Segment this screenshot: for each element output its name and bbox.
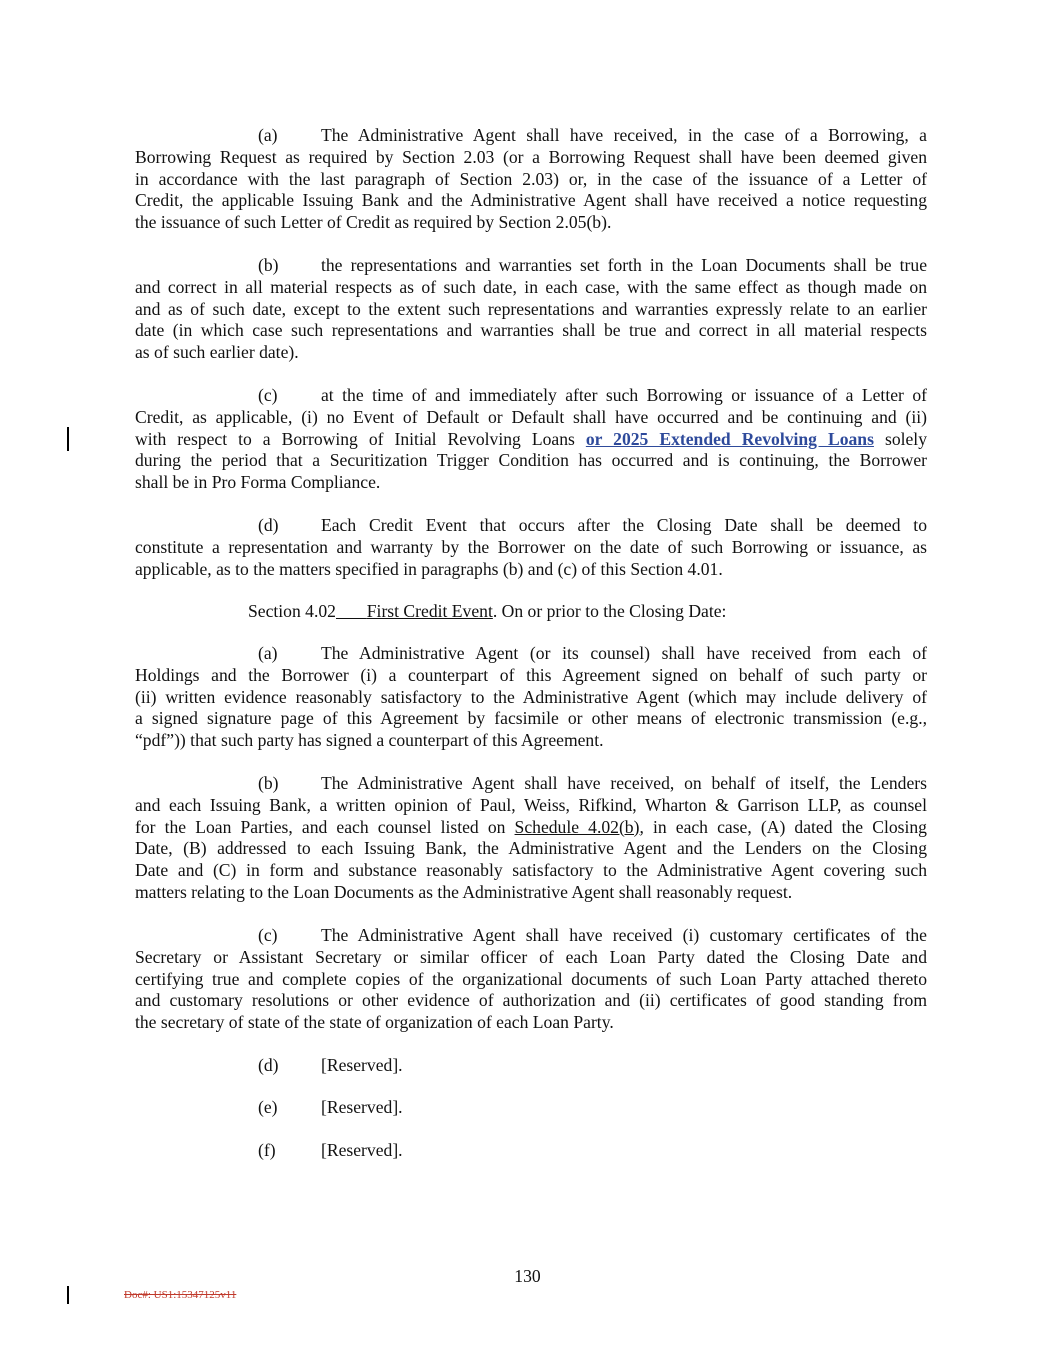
text-line: date (in which case such representations and warranties shall be true and correct in all material respects xyxy=(135,320,927,341)
text-line: (b) The Administrative Agent shall have received, on behalf of itself, the Lenders xyxy=(258,773,927,793)
inserted-text: or 2025 Extended Revolving Loans xyxy=(585,428,874,449)
section-4-02-heading xyxy=(135,601,927,623)
section-title-tab xyxy=(336,601,367,621)
page-number: 130 xyxy=(514,1266,541,1286)
paragraph-label: (b) xyxy=(258,255,279,275)
text-line: a signed signature page of this Agreement by facsimile or other means of electronic transmission (e.g., xyxy=(135,708,927,729)
text-line: (ii) written evidence reasonably satisfactory to the Administrative Agent (which may include delivery of xyxy=(135,686,927,707)
text-line: applicable, as to the matters specified in paragraphs (b) and (c) of this Section 4.01. xyxy=(135,558,723,579)
reserved-paragraph-e: (e) [Reserved]. xyxy=(258,1097,403,1117)
paragraph-label: (e) xyxy=(258,1097,278,1117)
text-line: Date and (C) in form and substance reasonably satisfactory to the Administrative Agent covering such xyxy=(135,860,927,881)
paragraph-label: (d) xyxy=(258,1055,279,1075)
text-line: Credit, the applicable Issuing Bank and the Administrative Agent shall have received a notice requesting xyxy=(135,190,927,211)
text-line: (c) at the time of and immediately after such Borrowing or issuance of a Letter of xyxy=(258,385,927,405)
text-line: (d) Each Credit Event that occurs after the Closing Date shall be deemed to xyxy=(258,515,927,535)
change-bar xyxy=(67,1286,69,1304)
text-line: during the period that a Securitization Trigger Condition has occurred and is continuing, the Borrower xyxy=(135,450,927,471)
text-line: Holdings and the Borrower (i) a counterpart of this Agreement signed on behalf of such party or xyxy=(135,664,927,685)
text-line: (c) The Administrative Agent shall have received (i) customary certificates of the xyxy=(258,925,927,945)
text-line: “pdf”)) that such party has signed a counterpart of this Agreement. xyxy=(135,730,604,751)
text-line: shall be in Pro Forma Compliance. xyxy=(135,472,381,493)
paragraph-label: (a) xyxy=(258,125,278,145)
text-line: with respect to a Borrowing of Initial Revolving Loans or 2025 Extended Revolving Loans solely xyxy=(135,428,927,449)
reserved-paragraph-f: (f) [Reserved]. xyxy=(258,1140,403,1160)
text-line: constitute a representation and warranty by the Borrower on the date of such Borrowing or issuance, as xyxy=(135,536,927,557)
text-line: Secretary or Assistant Secretary or similar officer of each Loan Party dated the Closing Date and xyxy=(135,946,927,967)
section-title: First Credit Event xyxy=(366,601,493,621)
section-4-01-paragraph-c xyxy=(135,385,927,494)
text-line: Credit, as applicable, (i) no Event of Default or Default shall have occurred and be continuing and (ii) xyxy=(135,406,927,427)
section-4-02-paragraph-a xyxy=(135,643,927,752)
document-id: Doc#: US1:15347125v11 xyxy=(124,1289,237,1301)
text-line: and each Issuing Bank, a written opinion of Paul, Weiss, Rifkind, Wharton & Garrison LLP, as counsel xyxy=(135,794,927,815)
reserved-paragraph-d: (d) [Reserved]. xyxy=(258,1055,403,1075)
text-line: (a) The Administrative Agent (or its counsel) shall have received from each of xyxy=(258,643,927,663)
paragraph-label: (b) xyxy=(258,773,279,793)
text-line: the issuance of such Letter of Credit as required by Section 2.05(b). xyxy=(135,212,612,233)
paragraph-label: (c) xyxy=(258,385,278,405)
paragraph-label: (f) xyxy=(258,1140,276,1160)
paragraph-label: (c) xyxy=(258,925,278,945)
text-line: for the Loan Parties, and each counsel listed on Schedule 4.02(b), in each case, (A) dated the Closing xyxy=(135,816,927,837)
text-line xyxy=(135,601,927,623)
text-line: and customary resolutions or other evidence of authorization and (ii) certificates of good standing from xyxy=(135,990,927,1011)
section-intro: . On or prior to the Closing Date: xyxy=(492,601,727,621)
text-line: and as of such date, except to the extent such representations and warranties expressly relate to an earlier xyxy=(135,298,927,319)
section-4-01-paragraph-a xyxy=(135,125,927,234)
text-line: (b) the representations and warranties set forth in the Loan Documents shall be true xyxy=(258,255,927,275)
section-number: Section 4.02 xyxy=(248,601,336,621)
text-line: in accordance with the last paragraph of Section 2.03) or, in the case of the issuance of a Letter of xyxy=(135,168,927,189)
section-4-01-paragraph-d xyxy=(135,515,927,580)
section-4-01-paragraph-b xyxy=(135,255,927,364)
text-line: Date, (B) addressed to each Issuing Bank, the Administrative Agent and the Lenders on the Closing xyxy=(135,838,927,859)
text-line: Borrowing Request as required by Section 2.03 (or a Borrowing Request shall have been deemed given xyxy=(135,146,927,167)
paragraph-label: (d) xyxy=(258,515,279,535)
change-bar xyxy=(67,427,69,451)
text-line: matters relating to the Loan Documents as the Administrative Agent shall reasonably request. xyxy=(135,881,793,902)
paragraph-label: (a) xyxy=(258,643,278,663)
section-4-02-paragraph-b xyxy=(135,773,927,904)
text-line: as of such earlier date). xyxy=(135,342,299,363)
text-line: (a) The Administrative Agent shall have received, in the case of a Borrowing, a xyxy=(258,125,927,145)
schedule-reference: Schedule 4.02(b) xyxy=(514,816,640,837)
text-line: and correct in all material respects as of such date, in each case, with the same effect as though made on xyxy=(135,276,927,297)
text-line: the secretary of state of the state of organization of each Loan Party. xyxy=(135,1012,614,1033)
section-4-02-paragraph-c xyxy=(135,925,927,1034)
text-line: certifying true and complete copies of the organizational documents of such Loan Party attached thereto xyxy=(135,968,927,989)
